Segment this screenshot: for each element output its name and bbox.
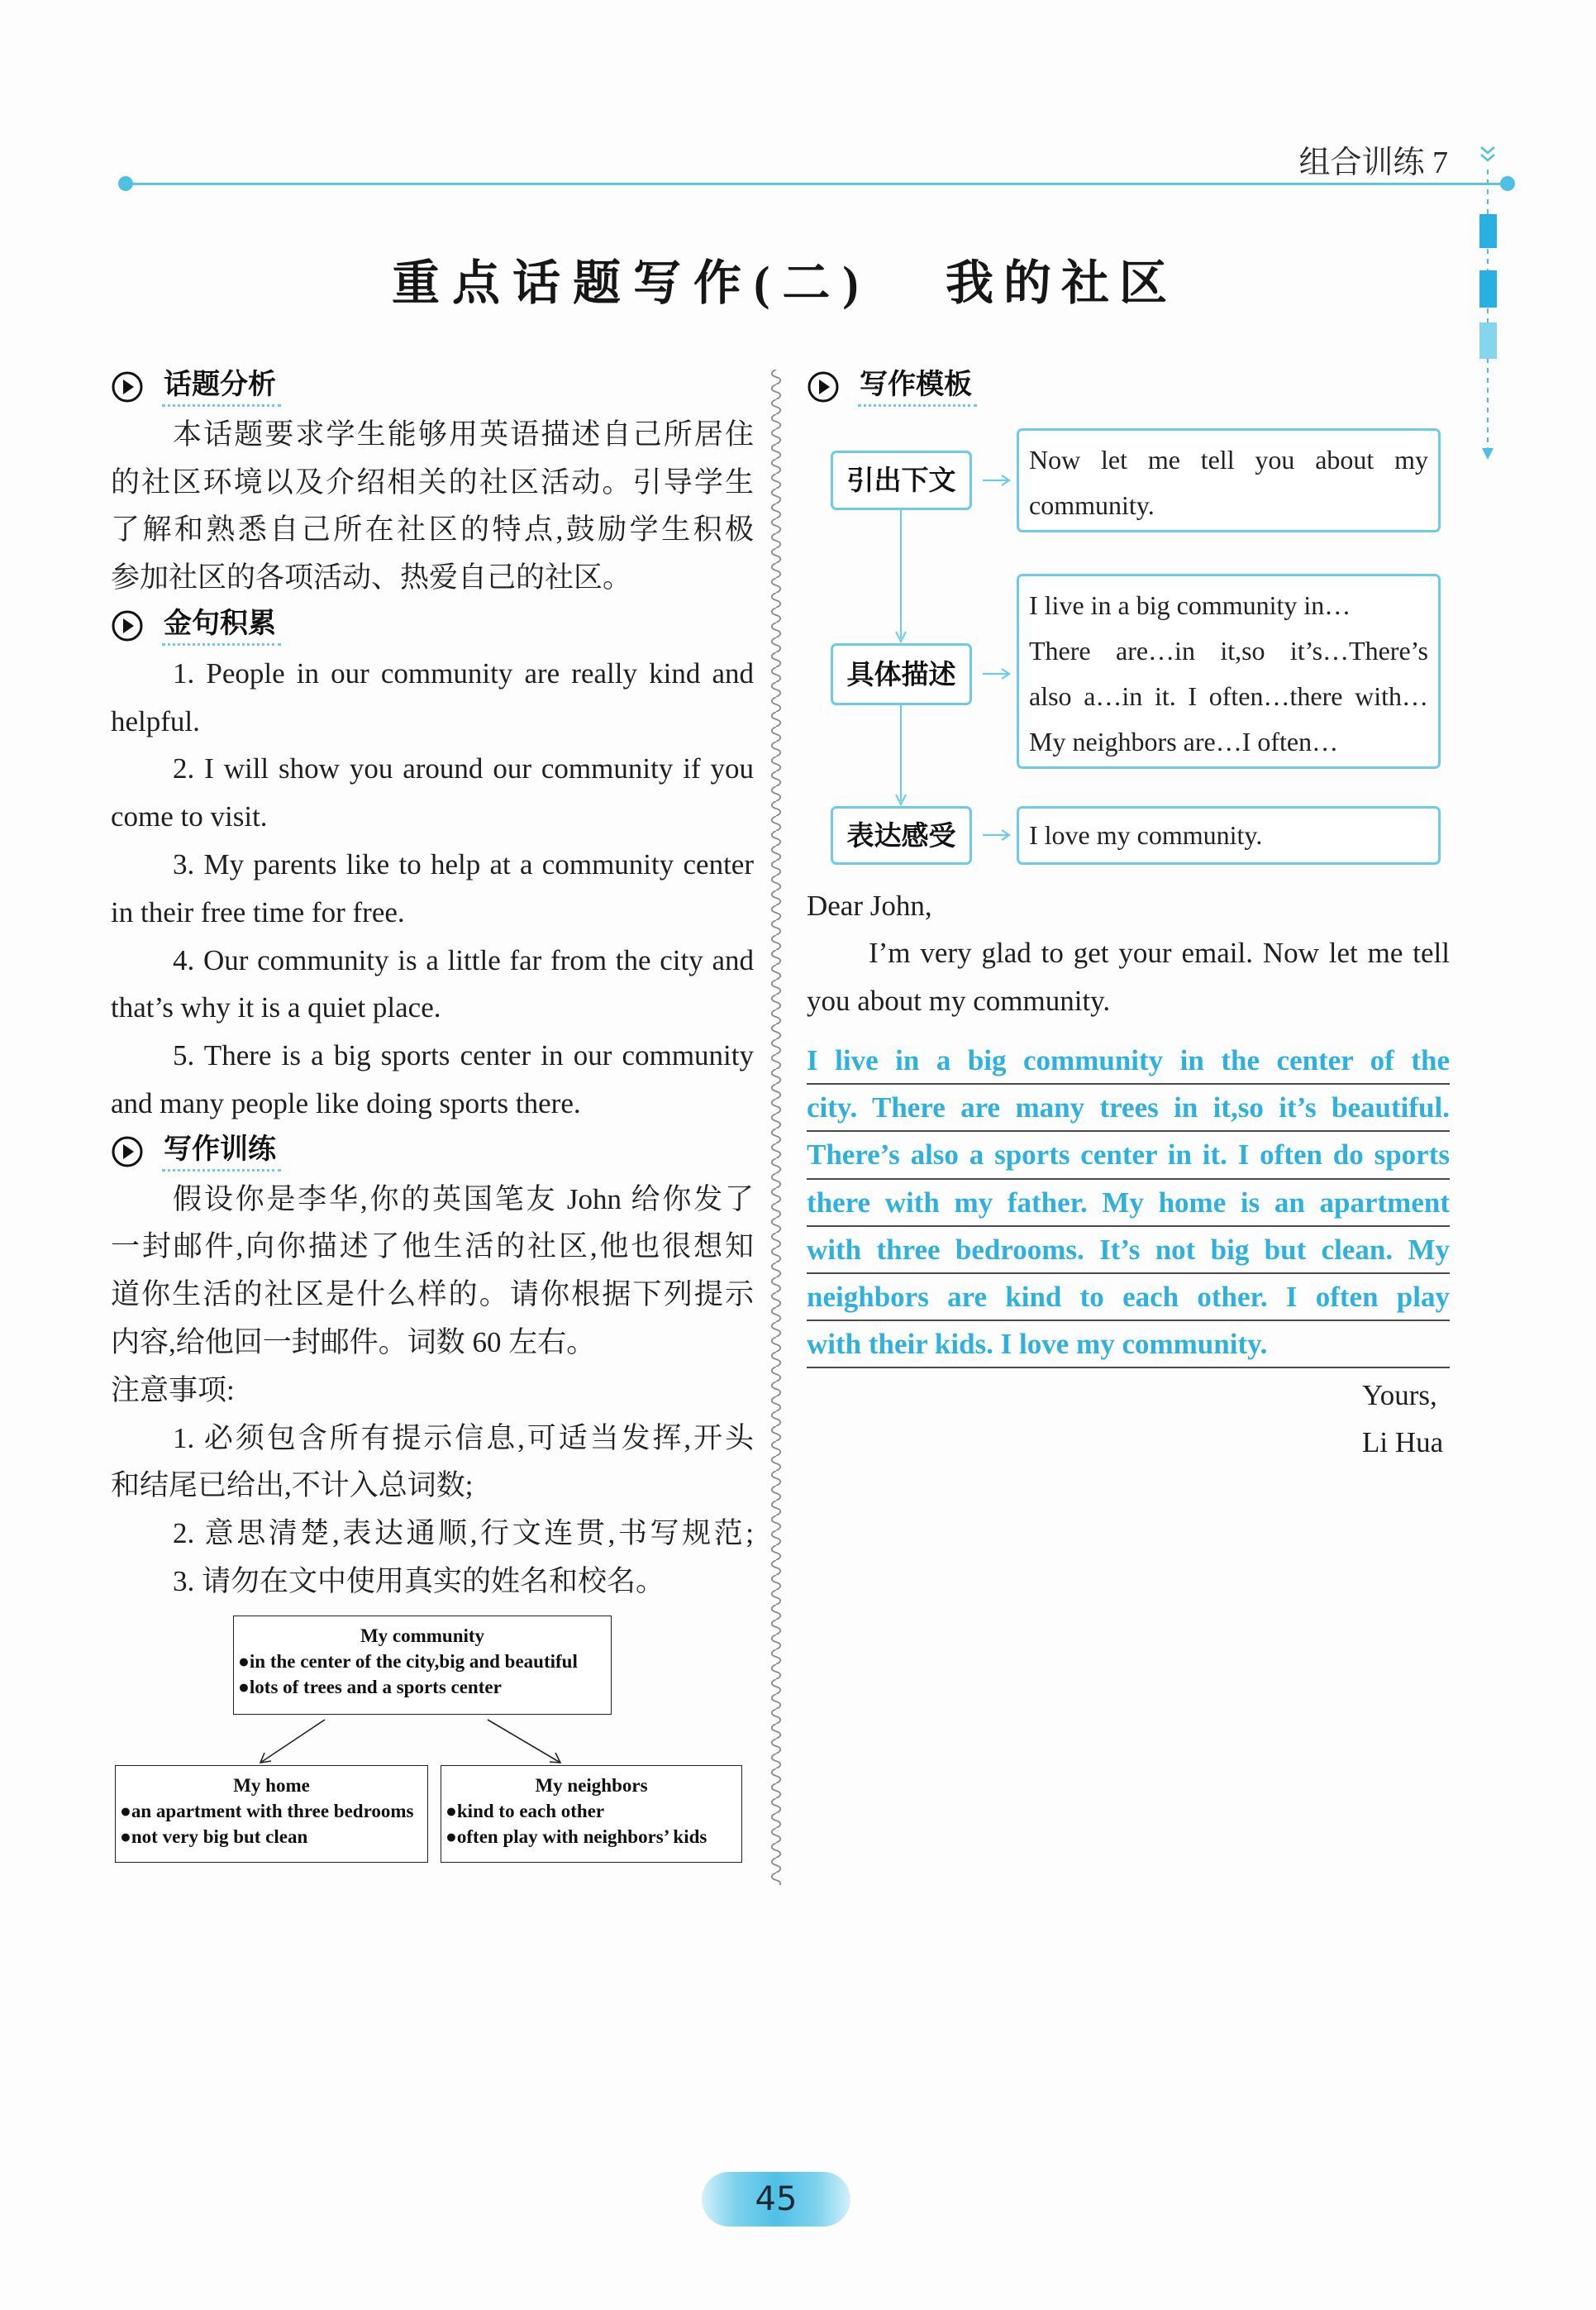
note-line: 和结尾已给出,不计入总词数; <box>111 1469 474 1502</box>
answer-line: There’s also a sports center in it. I often do sports <box>807 1132 1450 1179</box>
diagram-box-neighbors <box>441 1765 742 1863</box>
template-line: I live in a big community in… <box>1029 590 1351 620</box>
wavy-column-divider <box>767 370 785 1885</box>
letter-greeting: Dear John, <box>807 890 932 922</box>
key-sentence-line: 1. People in our community are really kind and <box>173 656 754 690</box>
diagram-point: ●often play with neighbors’ kids <box>445 1826 707 1847</box>
right-column-heading <box>807 363 1450 411</box>
key-sentence-line: and many people like doing sports there. <box>111 1086 581 1119</box>
template-step-content <box>1017 574 1441 769</box>
answer-line: with their kids. I love my community. <box>807 1321 1450 1368</box>
key-sentence-line: helpful. <box>111 704 200 737</box>
diagram-point: ●an apartment with three bedrooms <box>120 1801 414 1821</box>
letter-closing-text: Yours, <box>1362 1379 1437 1411</box>
writing-prompt-line: 假设你是李华,你的英国笔友 John 给你发了 <box>173 1182 754 1215</box>
template-line: I love my community. <box>1029 820 1263 850</box>
answer-line: there with my father. My home is an apartment <box>807 1180 1450 1227</box>
template-step-label: 表达感受 <box>831 806 972 865</box>
section-heading-text: 写作模板 <box>858 366 977 407</box>
arrow-circle-icon <box>111 1135 144 1168</box>
key-sentence-line: come to visit. <box>111 800 268 833</box>
diagram-box-title: My neighbors <box>535 1775 648 1796</box>
key-sentence-line: 5. There is a big sports center in our community <box>173 1039 754 1072</box>
template-line: also a…in it. I often…there with… <box>1029 681 1428 711</box>
section-heading-topic-analysis <box>111 363 754 411</box>
arrow-circle-icon <box>111 370 144 403</box>
template-flow-arrows <box>827 413 1025 876</box>
note-line: 3. 请勿在文中使用真实的姓名和校名。 <box>173 1564 665 1597</box>
template-step-content <box>1017 806 1441 865</box>
diagram-point: ●lots of trees and a sports center <box>238 1677 502 1697</box>
key-sentence-line: that’s why it is a quiet place. <box>111 991 441 1024</box>
section-heading-writing-template <box>807 363 1450 411</box>
page-number: 45 <box>702 2172 850 2226</box>
header-rule-left-dot <box>118 176 133 191</box>
topic-analysis-line: 了解和熟悉自己所在社区的特点,鼓励学生积极 <box>111 513 754 546</box>
section-label: 组合训练 7 <box>1298 146 1448 180</box>
template-line: Now let me tell you about my <box>1029 445 1428 475</box>
answer-line: I live in a big community in the center of the <box>807 1038 1450 1085</box>
letter-signature: Li Hua <box>1362 1426 1444 1459</box>
diagram-box-home <box>115 1765 428 1863</box>
diagram-point: ●not very big but clean <box>120 1826 308 1847</box>
answer-line: city. There are many trees in it,so it’s beautiful. <box>807 1085 1450 1132</box>
template-step-label: 具体描述 <box>831 643 972 705</box>
topic-analysis-line: 参加社区的各项活动、热爱自己的社区。 <box>111 561 632 594</box>
notes-label: 注意事项: <box>111 1373 235 1406</box>
key-sentence-line: 4. Our community is a little far from the city and <box>173 943 754 976</box>
key-sentence-line: in their free time for free. <box>111 895 405 928</box>
template-line: There are…in it,so it’s…There’s <box>1029 636 1428 666</box>
arrow-circle-icon <box>111 609 144 642</box>
letter-answer <box>807 1038 1450 1368</box>
letter-opening <box>807 882 1450 1024</box>
diagram-point: ●in the center of the city,big and beautiful <box>238 1651 578 1672</box>
key-sentence-line: 3. My parents like to help at a community center <box>173 847 754 881</box>
topic-analysis-line: 本话题要求学生能够用英语描述自己所居住 <box>173 418 754 451</box>
arrow-circle-icon <box>807 370 840 403</box>
diagram-box-title: My home <box>233 1775 310 1796</box>
template-line: community. <box>1029 490 1155 520</box>
section-heading-text: 话题分析 <box>162 366 281 407</box>
template-line: My neighbors are…I often… <box>1029 727 1339 756</box>
key-sentence-line: 2. I will show you around our community if you <box>173 752 754 785</box>
diagram-box-community <box>233 1616 612 1715</box>
template-step-content <box>1017 428 1441 532</box>
side-progress-decoration <box>1471 141 1504 471</box>
note-line: 2. 意思清楚,表达通顺,行文连贯,书写规范; <box>173 1517 754 1550</box>
letter-line: you about my community. <box>807 984 1111 1017</box>
letter-line: I’m very glad to get your email. Now let me tell <box>869 937 1450 970</box>
diagram-arrows <box>231 1715 579 1768</box>
page-subtitle: 我的社区 <box>946 256 1178 310</box>
letter-closing <box>1362 1372 1461 1467</box>
section-heading-key-sentences <box>111 602 754 650</box>
writing-prompt-line: 道你生活的社区是什么样的。请你根据下列提示 <box>111 1278 754 1311</box>
diagram-box-title: My community <box>360 1625 485 1646</box>
answer-line: neighbors are kind to each other. I often play <box>807 1274 1450 1321</box>
page-title: 重点话题写作(二) <box>392 256 871 310</box>
section-heading-writing-task <box>111 1128 754 1176</box>
writing-prompt-line: 内容,给他回一封邮件。词数 60 左右。 <box>111 1325 596 1358</box>
template-step-label: 引出下文 <box>831 451 972 510</box>
diagram-point: ●kind to each other <box>445 1801 605 1821</box>
section-heading-text: 写作训练 <box>162 1131 281 1172</box>
writing-prompt-line: 一封邮件,向你描述了他生活的社区,他也很想知 <box>111 1230 754 1263</box>
left-column <box>111 363 754 1606</box>
topic-analysis-line: 的社区环境以及介绍相关的社区活动。引导学生 <box>111 465 754 499</box>
note-line: 1. 必须包含所有提示信息,可适当发挥,开头 <box>173 1421 754 1454</box>
answer-line: with three bedrooms. It’s not big but clean. My <box>807 1227 1450 1274</box>
section-heading-text: 金句积累 <box>162 605 281 646</box>
